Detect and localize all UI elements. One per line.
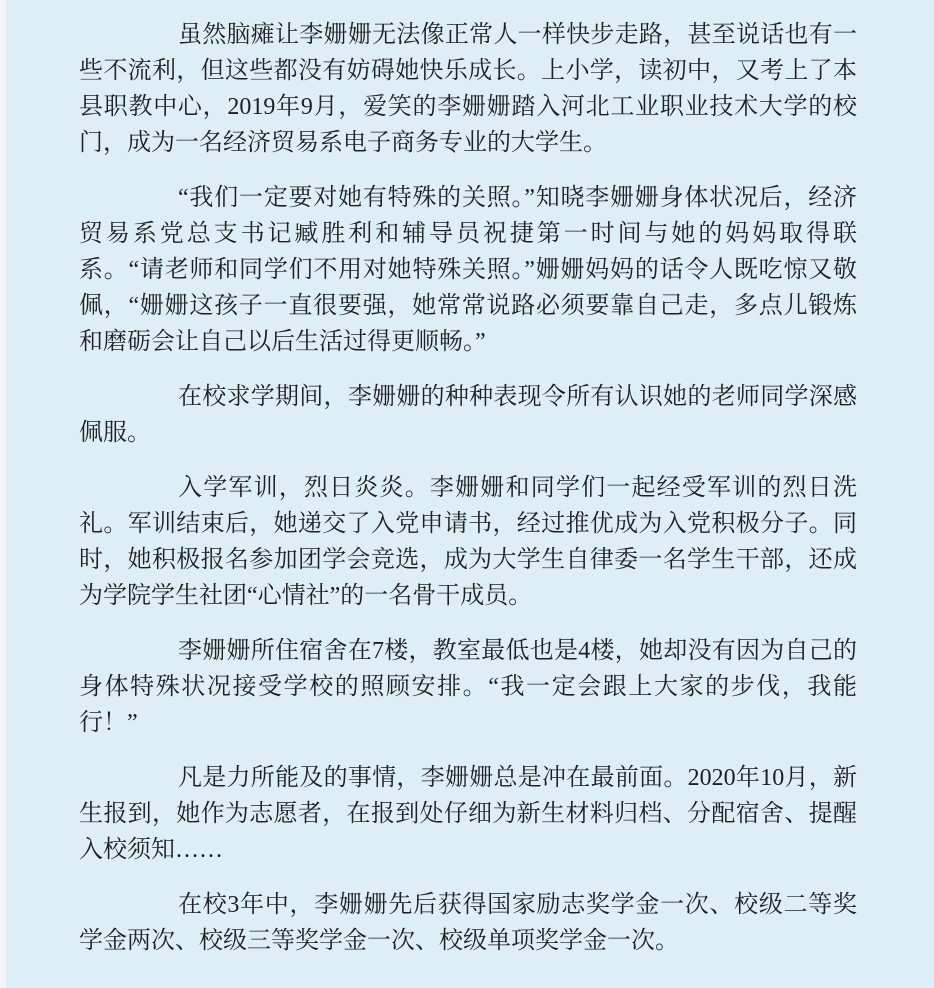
paragraph-intro: 虽然脑瘫让李姗姗无法像正常人一样快步走路，甚至说话也有一些不流利，但这些都没有妨碍她快乐成长。上小学，读初中，又考上了本县职教中心，2019年9月，爱笑的李姗姗踏入河北工业职业技术大学的校门，成为一名经济贸易系电子商务专业的大学生。 [79,22,857,156]
paragraph-special-care: “我们一定要对她有特殊的关照。”知晓李姗姗身体状况后，经济贸易系党总支书记臧胜利和辅导员祝捷第一时间与她的妈妈取得联系。“请老师和同学们不用对她特殊关照。”姗姗妈妈的话令人既吃惊又敬佩，“姗姗这孩子一直很要强，她常常说路必须要靠自己走，多点儿锻炼和磨砺会让自己以后生活过得更顺畅。” [79,185,857,355]
paragraph-military-training: 入学军训，烈日炎炎。李姗姗和同学们一起经受军训的烈日洗礼。军训结束后，她递交了入党申请书，经过推优成为入党积极分子。同时，她积极报名参加团学会竞选，成为大学生自律委一名学生干部，还成为学院学生社团“心情社”的一名骨干成员。 [79,475,857,609]
paragraph-volunteer: 凡是力所能及的事情，李姗姗总是冲在最前面。2020年10月，新生报到，她作为志愿者，在报到处仔细为新生材料归档、分配宿舍、提醒入校须知…… [79,765,857,863]
paragraph-scholarships: 在校3年中，李姗姗先后获得国家励志奖学金一次、校级二等奖学金两次、校级三等奖学金一次、校级单项奖学金一次。 [79,892,857,954]
paragraph-dormitory: 李姗姗所住宿舍在7楼，教室最低也是4楼，她却没有因为自己的身体特殊状况接受学校的照顾安排。“我一定会跟上大家的步伐，我能行！” [79,638,857,736]
paragraph-admiration: 在校求学期间，李姗姗的种种表现令所有认识她的老师同学深感佩服。 [79,384,857,446]
